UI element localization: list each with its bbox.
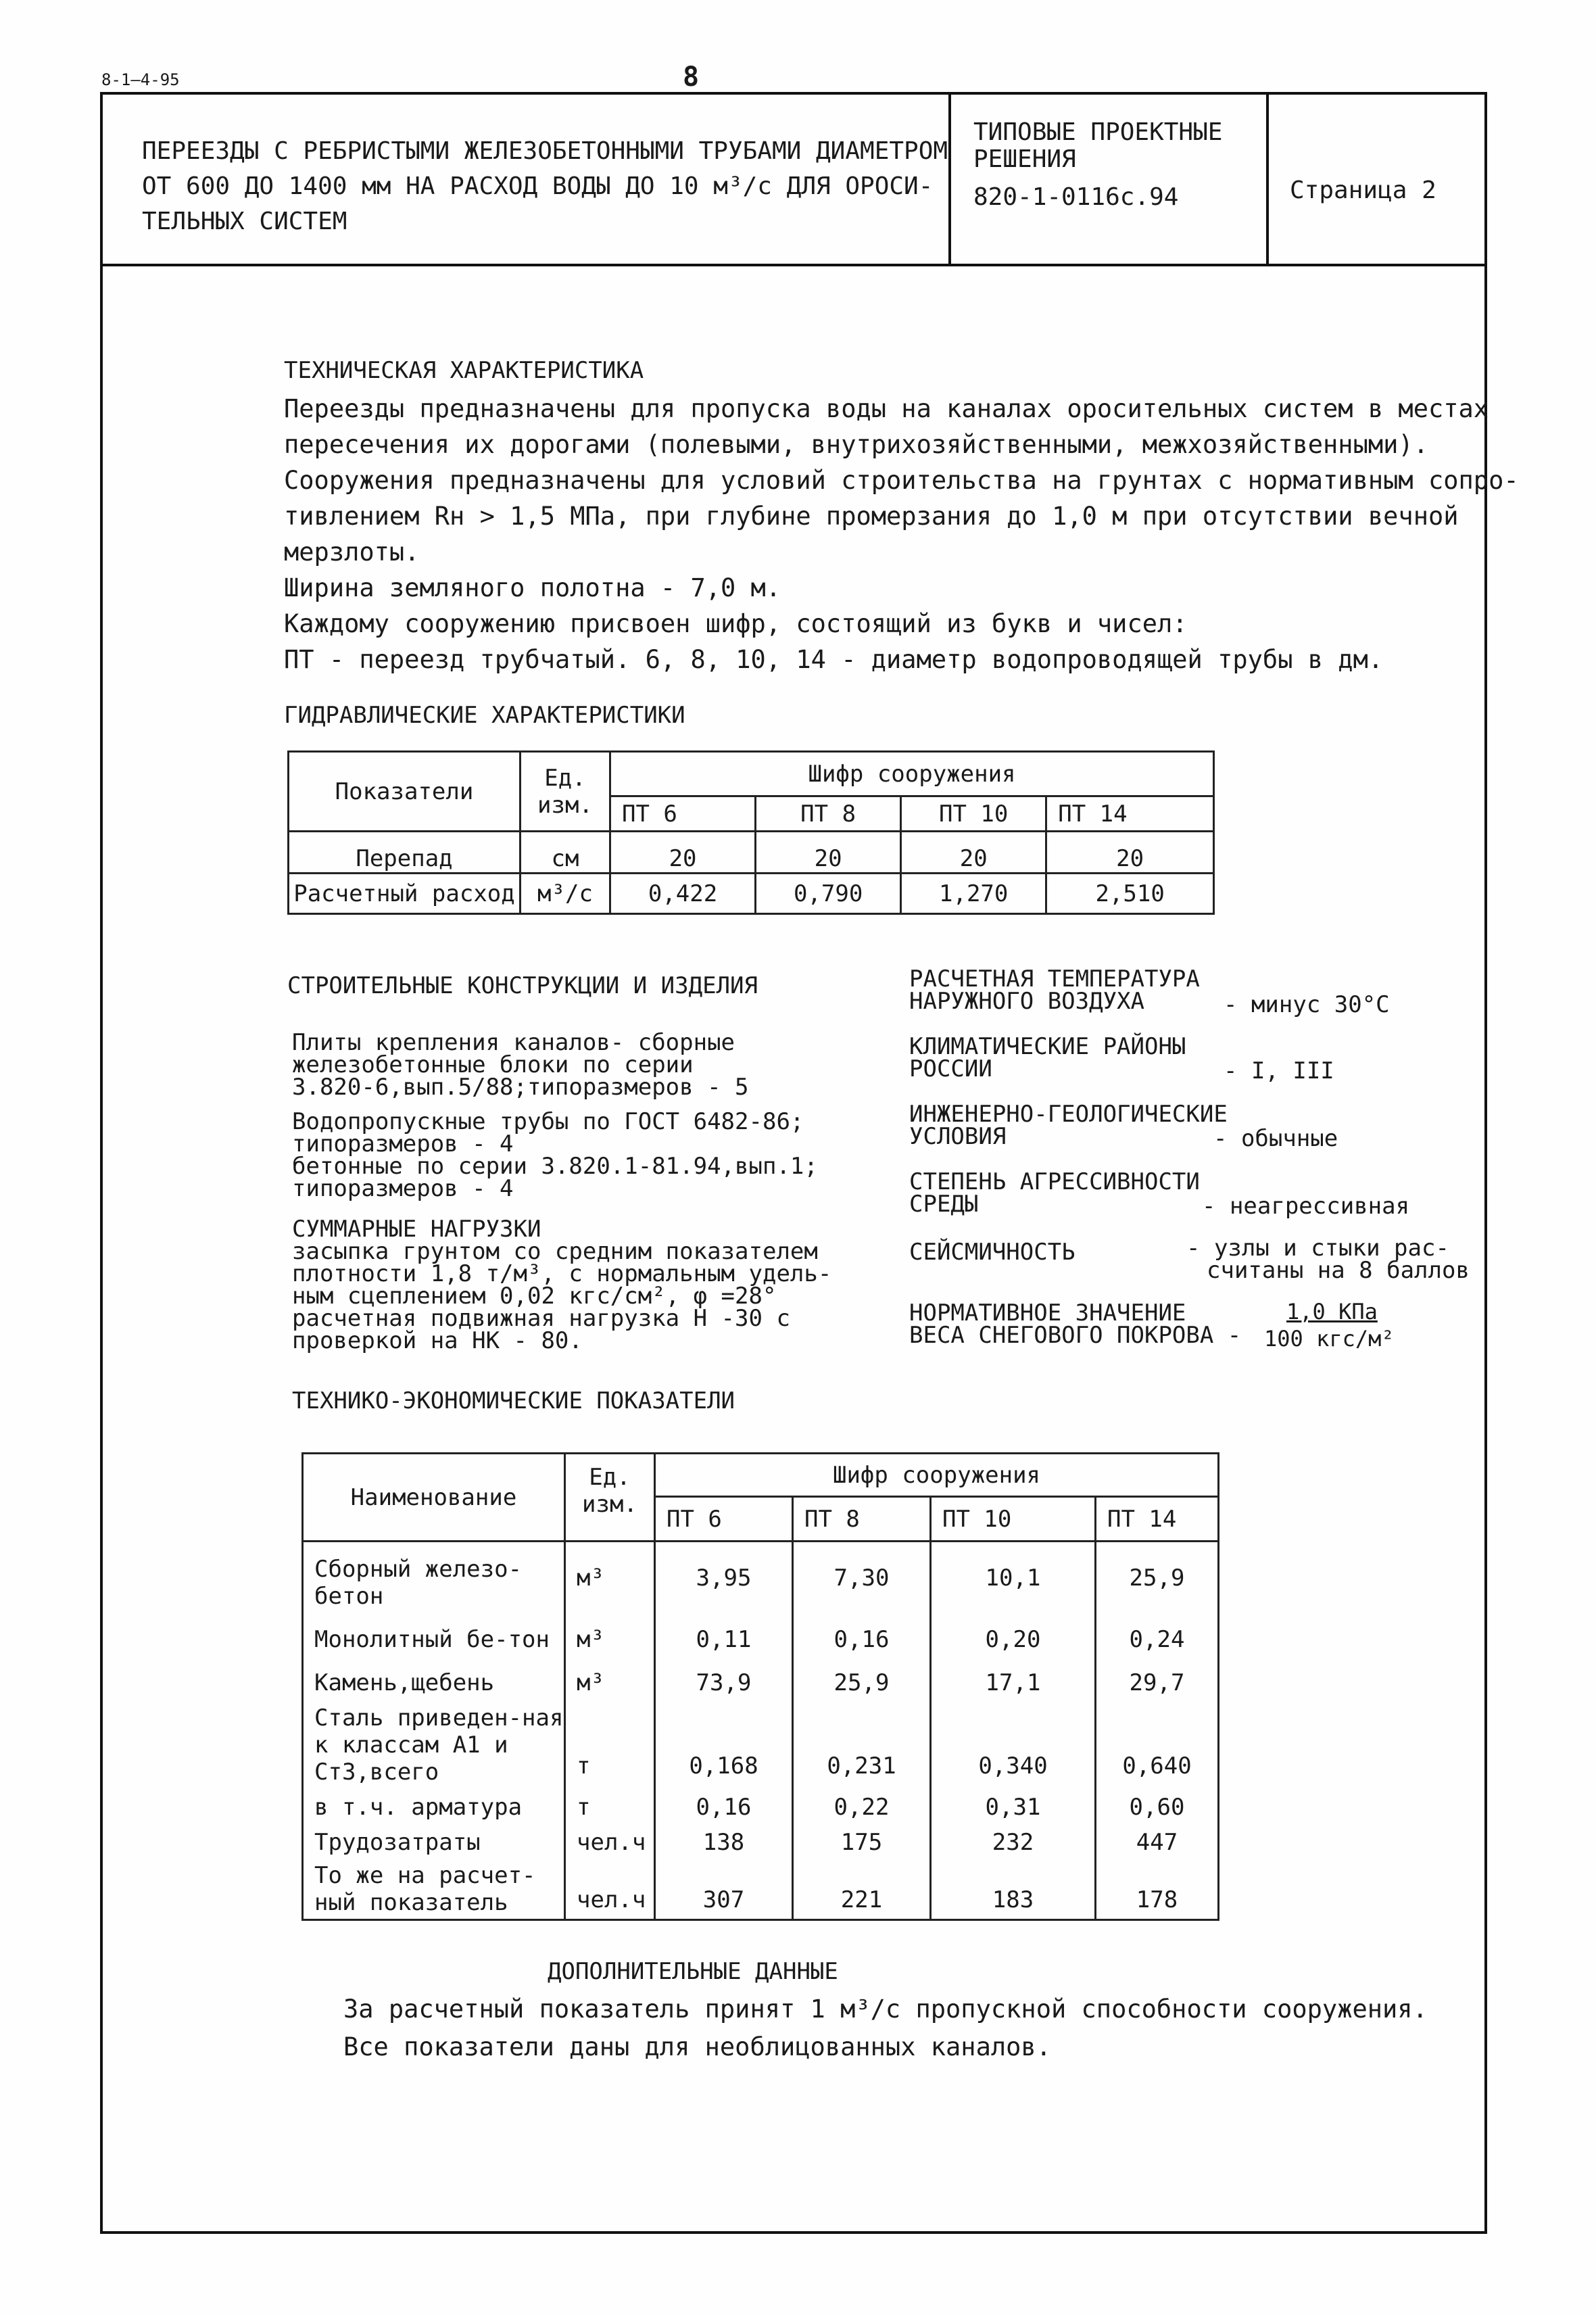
extra-text: [343, 1990, 1428, 2066]
series-label: [973, 119, 1222, 211]
col-header-indicator: Показатели: [289, 752, 521, 832]
cell-value: 183: [931, 1859, 1096, 1920]
climate-value: - минус 30°С: [1224, 991, 1390, 1018]
table-row: [303, 1789, 1219, 1825]
cell-value: 0,16: [655, 1789, 793, 1825]
climate-label: УСЛОВИЯ: [909, 1123, 1007, 1150]
climate-label: СЕЙСМИЧНОСТЬ: [909, 1239, 1075, 1266]
row-unit: чел.ч: [565, 1825, 655, 1859]
climate-label: НАРУЖНОГО ВОЗДУХА: [909, 988, 1144, 1015]
tech-line: пересечения их дорогами (полевыми, внутрихозяйственными, межхозяйственными).: [284, 430, 1428, 459]
row-name: Монолитный бе-тон: [303, 1615, 565, 1665]
title-line: ТЕЛЬНЫХ СИСТЕМ: [142, 208, 347, 235]
title-block: [100, 92, 1487, 266]
code-header: ПТ 14: [1096, 1497, 1219, 1542]
col-header-unit: Ед. изм.: [521, 752, 610, 832]
snow-label-line: ВЕСА СНЕГОВОГО ПОКРОВА -: [909, 1322, 1242, 1349]
row-unit: т: [565, 1701, 655, 1789]
cell-value: 0,168: [655, 1701, 793, 1789]
snow-label-line: НОРМАТИВНОЕ ЗНАЧЕНИЕ: [909, 1299, 1186, 1327]
col-header-unit: Ед. изм.: [565, 1454, 655, 1542]
table-row: [289, 874, 1214, 914]
loads-line: засыпка грунтом со средним показателем: [292, 1238, 818, 1265]
table-row: [303, 1701, 1219, 1789]
tech-line: Каждому сооружению присвоен шифр, состоящий из букв и чисел:: [284, 609, 1188, 638]
loads-line: плотности 1,8 т/м³, с нормальным удель-: [292, 1260, 832, 1287]
series-line: ТИПОВЫЕ ПРОЕКТНЫЕ: [973, 118, 1223, 146]
document-title: [142, 134, 948, 239]
hydro-table: [287, 750, 1215, 915]
climate-item: [909, 1168, 1200, 1218]
code-header: ПТ 14: [1046, 796, 1214, 832]
loads-line: ным сцеплением 0,02 кгс/см², φ =28°: [292, 1283, 777, 1310]
row-name: Трудозатраты: [303, 1825, 565, 1859]
col-header-code: Шифр сооружения: [610, 752, 1214, 796]
climate-item: [909, 1103, 1228, 1148]
climate-value: - узлы и стыки рас-: [1186, 1235, 1449, 1262]
tech-line: мерзлоты.: [284, 538, 420, 567]
cell-value: 25,9: [793, 1665, 931, 1701]
document-code: 8-1—4-95: [101, 70, 180, 89]
cell-value: 307: [655, 1859, 793, 1920]
cell-value: 0,790: [756, 874, 901, 914]
row-name: Камень,щебень: [303, 1665, 565, 1701]
table-row: [303, 1859, 1219, 1920]
cell-value: 3,95: [655, 1542, 793, 1615]
tech-line: Сооружения предназначены для условий строительства на грунтах с нормативным сопро-: [284, 466, 1519, 495]
loads-text: [292, 1218, 831, 1352]
row-name: в т.ч. арматура: [303, 1789, 565, 1825]
table-row: [303, 1542, 1219, 1615]
loads-line: расчетная подвижная нагрузка Н -30 с: [292, 1305, 790, 1332]
cell-value: 7,30: [793, 1542, 931, 1615]
cell-value: 0,640: [1096, 1701, 1219, 1789]
climate-label: СТЕПЕНЬ АГРЕССИВНОСТИ: [909, 1168, 1200, 1195]
row-unit: см: [521, 832, 610, 874]
cell-value: 447: [1096, 1825, 1219, 1859]
climate-label: РАСЧЕТНАЯ ТЕМПЕРАТУРА: [909, 965, 1200, 993]
construct-line: железобетонные блоки по серии: [292, 1051, 694, 1078]
cell-value: 138: [655, 1825, 793, 1859]
tech-line: тивлением Rн > 1,5 МПа, при глубине промерзания до 1,0 м при отсутствии вечной: [284, 502, 1459, 531]
cell-value: 0,231: [793, 1701, 931, 1789]
table-row: [303, 1665, 1219, 1701]
snow-value-bottom: 100 кгс/м²: [1264, 1326, 1395, 1352]
cell-value: 20: [1046, 832, 1214, 874]
construct-line: типоразмеров - 4: [292, 1130, 514, 1158]
title-line: ПЕРЕЕЗДЫ С РЕБРИСТЫМИ ЖЕЛЕЗОБЕТОННЫМИ ТРУБАМИ ДИАМЕТРОМ: [142, 137, 948, 165]
table-row: [303, 1615, 1219, 1665]
tech-line: Переезды предназначены для пропуска воды на каналах оросительных систем в местах: [284, 394, 1489, 423]
table-row: [289, 832, 1214, 874]
construct-line: Водопропускные трубы по ГОСТ 6482-86;: [292, 1108, 804, 1135]
code-header: ПТ 6: [655, 1497, 793, 1542]
climate-value: считаны на 8 баллов: [1207, 1257, 1470, 1284]
cell-value: 0,340: [931, 1701, 1096, 1789]
climate-item: [909, 1033, 1186, 1082]
cell-value: 10,1: [931, 1542, 1096, 1615]
row-name: То же на расчет-ный показатель: [303, 1859, 565, 1920]
cell-value: 25,9: [1096, 1542, 1219, 1615]
row-unit: чел.ч: [565, 1859, 655, 1920]
hydro-heading: ГИДРАВЛИЧЕСКИЕ ХАРАКТЕРИСТИКИ: [284, 702, 685, 729]
seismic-value: [1186, 1237, 1470, 1282]
page-label: Страница 2: [1290, 176, 1436, 204]
extra-heading: ДОПОЛНИТЕЛЬНЫЕ ДАННЫЕ: [548, 1958, 838, 1985]
row-unit: м³/с: [521, 874, 610, 914]
cell-value: 20: [901, 832, 1046, 874]
climate-value: - I, III: [1224, 1057, 1334, 1084]
climate-item: [909, 965, 1200, 1015]
table-row: [303, 1825, 1219, 1859]
cell-value: 175: [793, 1825, 931, 1859]
series-line: РЕШЕНИЯ: [973, 145, 1076, 173]
loads-line: проверкой на НК - 80.: [292, 1327, 583, 1354]
climate-value: - неагрессивная: [1202, 1193, 1410, 1220]
cell-value: 2,510: [1046, 874, 1214, 914]
cell-value: 232: [931, 1825, 1096, 1859]
snow-label: [909, 1299, 1242, 1349]
climate-label: ИНЖЕНЕРНО-ГЕОЛОГИЧЕСКИЕ: [909, 1101, 1228, 1128]
tech-heading: ТЕХНИЧЕСКАЯ ХАРАКТЕРИСТИКА: [284, 357, 644, 384]
code-header: ПТ 8: [756, 796, 901, 832]
construct-line: Плиты крепления каналов- сборные: [292, 1029, 735, 1056]
row-name: Расчетный расход: [289, 874, 521, 914]
row-unit: м³: [565, 1615, 655, 1665]
construct-line: 3.820-6,вып.5/88;типоразмеров - 5: [292, 1074, 749, 1101]
col-header-code: Шифр сооружения: [655, 1454, 1219, 1497]
construct-line: бетонные по серии 3.820.1-81.94,вып.1;: [292, 1153, 818, 1180]
cell-value: 0,24: [1096, 1615, 1219, 1665]
row-name: Сталь приведен-ная к классам А1 и Ст3,всего: [303, 1701, 565, 1789]
row-name: Перепад: [289, 832, 521, 874]
construct-text: [292, 1029, 818, 1202]
tech-line: Ширина земляного полотна - 7,0 м.: [284, 573, 781, 602]
climate-label: СРЕДЫ: [909, 1191, 979, 1218]
construct-line: типоразмеров - 4: [292, 1175, 514, 1202]
cell-value: 0,11: [655, 1615, 793, 1665]
snow-value-top: 1,0 КПа: [1286, 1299, 1378, 1324]
cell-value: 17,1: [931, 1665, 1096, 1701]
cell-value: 1,270: [901, 874, 1046, 914]
cell-value: 73,9: [655, 1665, 793, 1701]
cell-value: 178: [1096, 1859, 1219, 1920]
cell-value: 0,20: [931, 1615, 1096, 1665]
cell-value: 221: [793, 1859, 931, 1920]
climate-label: КЛИМАТИЧЕСКИЕ РАЙОНЫ: [909, 1033, 1186, 1060]
cell-value: 29,7: [1096, 1665, 1219, 1701]
tech-line: ПТ - переезд трубчатый. 6, 8, 10, 14 - диаметр водопроводящей трубы в дм.: [284, 645, 1384, 674]
cell-value: 0,22: [793, 1789, 931, 1825]
econ-table: [301, 1452, 1219, 1921]
cell-value: 20: [610, 832, 756, 874]
col-header-name: Наименование: [303, 1454, 565, 1542]
cell-value: 0,422: [610, 874, 756, 914]
econ-heading: ТЕХНИКО-ЭКОНОМИЧЕСКИЕ ПОКАЗАТЕЛИ: [292, 1387, 735, 1414]
code-header: ПТ 10: [931, 1497, 1096, 1542]
climate-label: РОССИИ: [909, 1055, 992, 1082]
series-code: 820-1-0116с.94: [973, 183, 1179, 211]
construct-heading: СТРОИТЕЛЬНЫЕ КОНСТРУКЦИИ И ИЗДЕЛИЯ: [287, 972, 758, 999]
page-number: 8: [683, 62, 700, 93]
row-unit: м³: [565, 1665, 655, 1701]
cell-value: 0,60: [1096, 1789, 1219, 1825]
code-header: ПТ 6: [610, 796, 756, 832]
title-line: ОТ 600 ДО 1400 мм НА РАСХОД ВОДЫ ДО 10 м³/с ДЛЯ ОРОСИ-: [142, 172, 934, 200]
tech-text: [284, 391, 1519, 677]
climate-value: - обычные: [1213, 1125, 1338, 1152]
row-unit: м³: [565, 1542, 655, 1615]
extra-line: За расчетный показатель принят 1 м³/с пропускной способности сооружения.: [343, 1995, 1428, 2024]
row-unit: т: [565, 1789, 655, 1825]
cell-value: 0,31: [931, 1789, 1096, 1825]
row-name: Сборный железо-бетон: [303, 1542, 565, 1615]
loads-heading: СУММАРНЫЕ НАГРУЗКИ: [292, 1216, 541, 1243]
extra-line: Все показатели даны для необлицованных каналов.: [343, 2032, 1051, 2061]
cell-value: 20: [756, 832, 901, 874]
cell-value: 0,16: [793, 1615, 931, 1665]
code-header: ПТ 8: [793, 1497, 931, 1542]
code-header: ПТ 10: [901, 796, 1046, 832]
